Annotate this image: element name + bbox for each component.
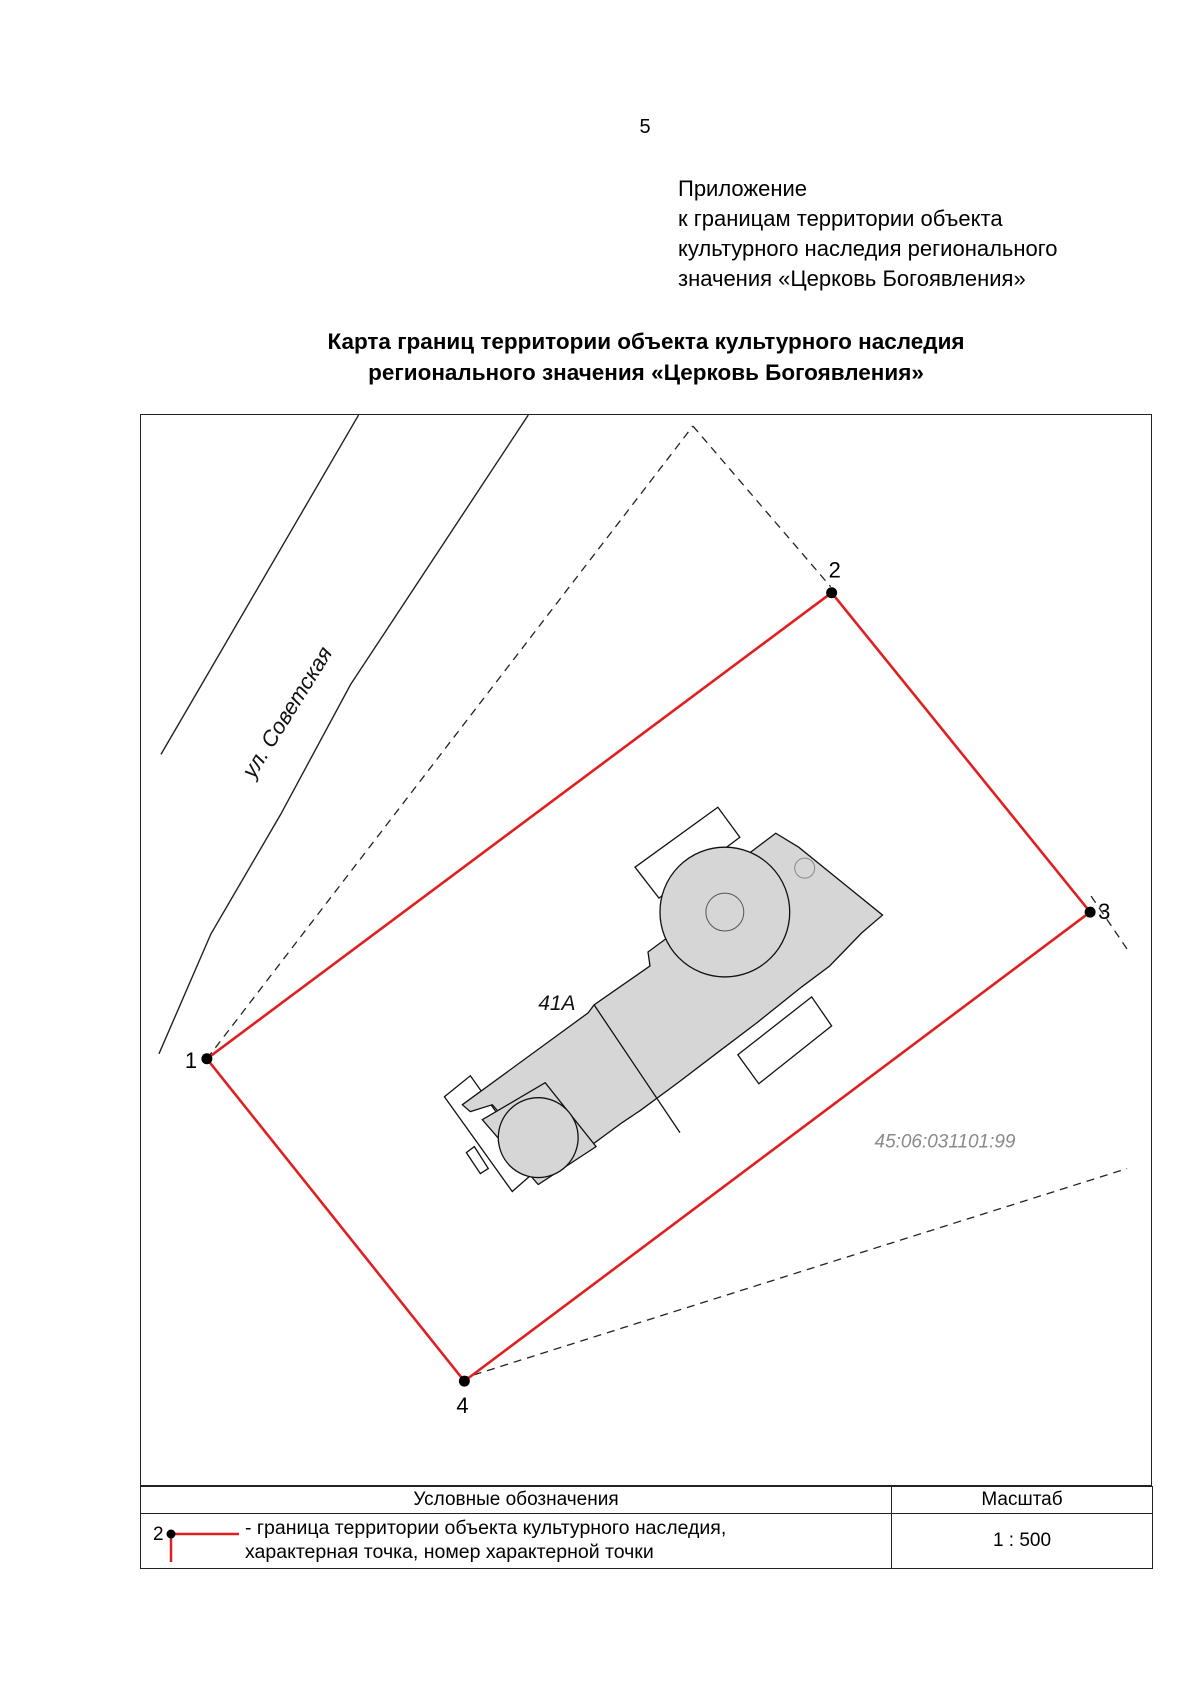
church-building [444, 807, 882, 1191]
boundary-point-2 [826, 587, 837, 598]
cadastral-number-label: 45:06:031101:99 [874, 1131, 1016, 1153]
point-label-3: 3 [1098, 899, 1111, 925]
appendix-note [678, 174, 1178, 294]
legend-header-scale: Масштаб [892, 1487, 1153, 1514]
legend-symbol-number: 2 [153, 1524, 164, 1545]
point-label-4: 4 [456, 1393, 469, 1419]
point-label-1: 1 [184, 1047, 198, 1073]
legend-point-dot [167, 1530, 176, 1539]
title-line-1: Карта границ территории объекта культурного наследия [327, 329, 965, 354]
cadastral-dashed-line [460, 1169, 1127, 1380]
legend-table [140, 1486, 1153, 1569]
legend-description [245, 1516, 726, 1564]
boundary-point-3 [1085, 907, 1096, 918]
page-number: 5 [639, 116, 651, 138]
legend-header-symbols: Условные обозначения [141, 1487, 892, 1514]
legend-description-line: - граница территории объекта культурного наследия, [245, 1517, 727, 1539]
boundary-point-4 [459, 1376, 470, 1387]
appendix-line: Приложение [678, 176, 808, 201]
street-edge-line [161, 415, 359, 754]
appendix-line: культурного наследия регионального [678, 236, 1058, 261]
small-dome [795, 858, 815, 878]
building-number-label: 41А [538, 991, 576, 1015]
boundary-point-1 [201, 1053, 212, 1064]
legend-scale-value: 1 : 500 [892, 1514, 1153, 1569]
cadastral-dashed-line [693, 426, 831, 587]
legend-description-line: характерная точка, номер характерной точки [245, 1541, 654, 1563]
bell-tower-dome [498, 1098, 578, 1178]
title-line-2: регионального значения «Церковь Богоявления» [368, 360, 924, 385]
appendix-line: значения «Церковь Богоявления» [678, 266, 1026, 291]
main-dome-inner [706, 893, 744, 931]
map-drawing [141, 415, 1151, 1485]
boundary-map [140, 414, 1152, 1486]
boundary-symbol-icon [151, 1522, 241, 1562]
street-label: ул. Советская [236, 641, 338, 782]
point-label-2: 2 [828, 557, 841, 583]
appendix-line: к границам территории объекта [678, 206, 1003, 231]
document-title [140, 326, 1152, 388]
legend-symbol-cell [141, 1514, 892, 1569]
